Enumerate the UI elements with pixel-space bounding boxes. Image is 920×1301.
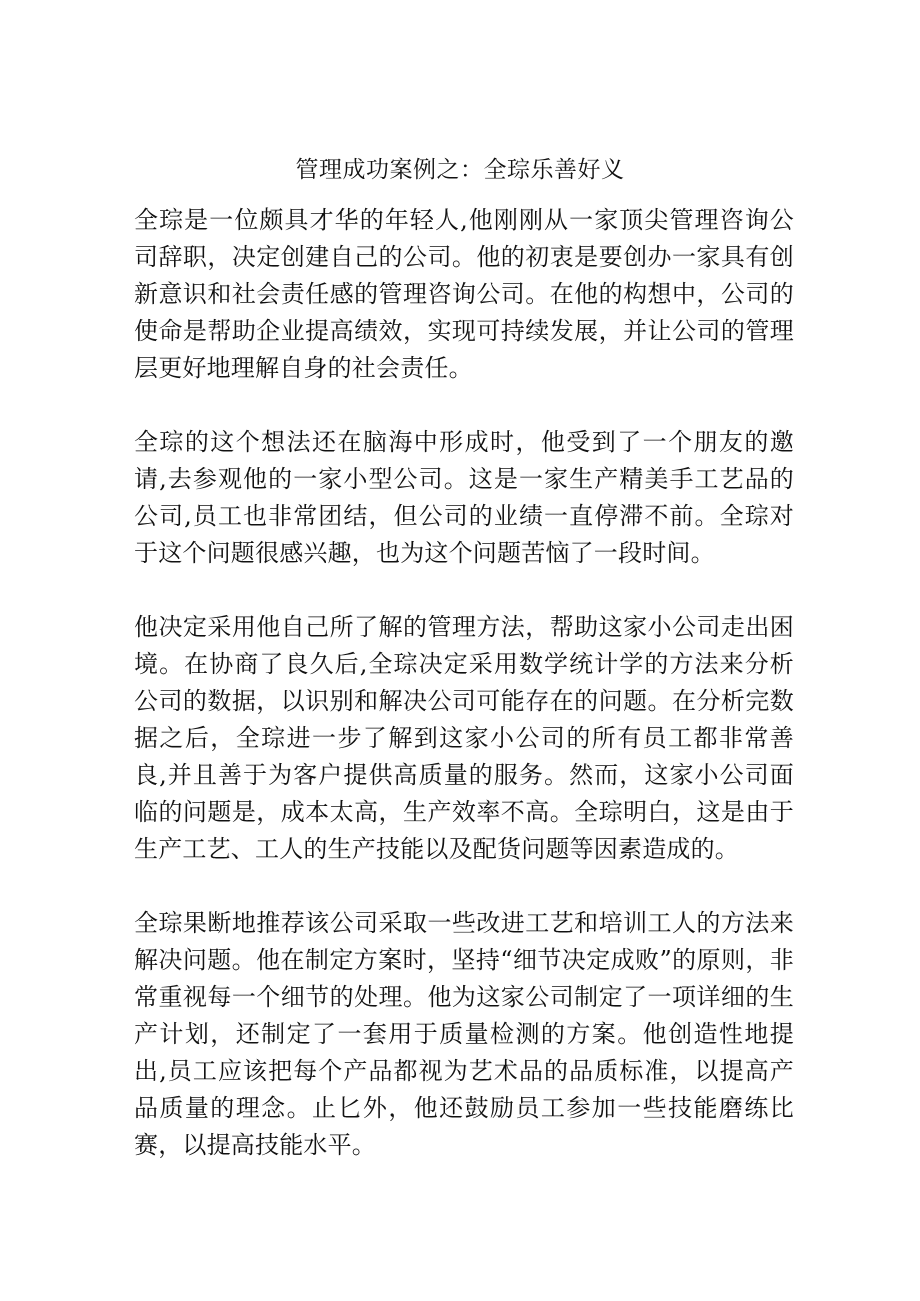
document-body bbox=[134, 202, 794, 1201]
paragraph-4: 全琮果断地推荐该公司采取一些改进工艺和培训工人的方法来解决问题。他在制定方案时，坚持“细节决定成败”的原则，非常重视每一个细节的处理。他为这家公司制定了一项详细的生产计划，还制定了一套用于质量检测的方案。他创造性地提出,员工应该把每个产品都视为艺术品的品质标准，以提高产品质量的理念。止匕外，他还鼓励员工参加一些技能磨练比赛，以提高技能水平。 bbox=[134, 909, 794, 1159]
document-title: 管理成功案例之：全琮乐善好义 bbox=[295, 157, 625, 183]
paragraph-2: 全琮的这个想法还在脑海中形成时，他受到了一个朋友的邀请,去参观他的一家小型公司。这是一家生产精美手工艺品的公司,员工也非常团结，但公司的业绩一直停滞不前。全琮对于这个问题很感兴趣，也为这个问题苦恼了一段时间。 bbox=[134, 428, 794, 567]
paragraph-3: 他决定采用他自己所了解的管理方法，帮助这家小公司走出困境。在协商了良久后,全琮决定采用数学统计学的方法来分析公司的数据，以识别和解决公司可能存在的问题。在分析完数据之后，全琮进一步了解到这家小公司的所有员工都非常善良,并且善于为客户提供高质量的服务。然而，这家小公司面临的问题是，成本太高，生产效率不高。全琮明白，这是由于生产工艺、工人的生产技能以及配货问题等因素造成的。 bbox=[134, 613, 794, 863]
paragraph-1: 全琮是一位颇具才华的年轻人,他刚刚从一家顶尖管理咨询公司辞职，决定创建自己的公司。他的初衷是要创办一家具有创新意识和社会责任感的管理咨询公司。在他的构想中，公司的使命是帮助企业提高绩效，实现可持续发展，并让公司的管理层更好地理解自身的社会责任。 bbox=[134, 206, 794, 382]
